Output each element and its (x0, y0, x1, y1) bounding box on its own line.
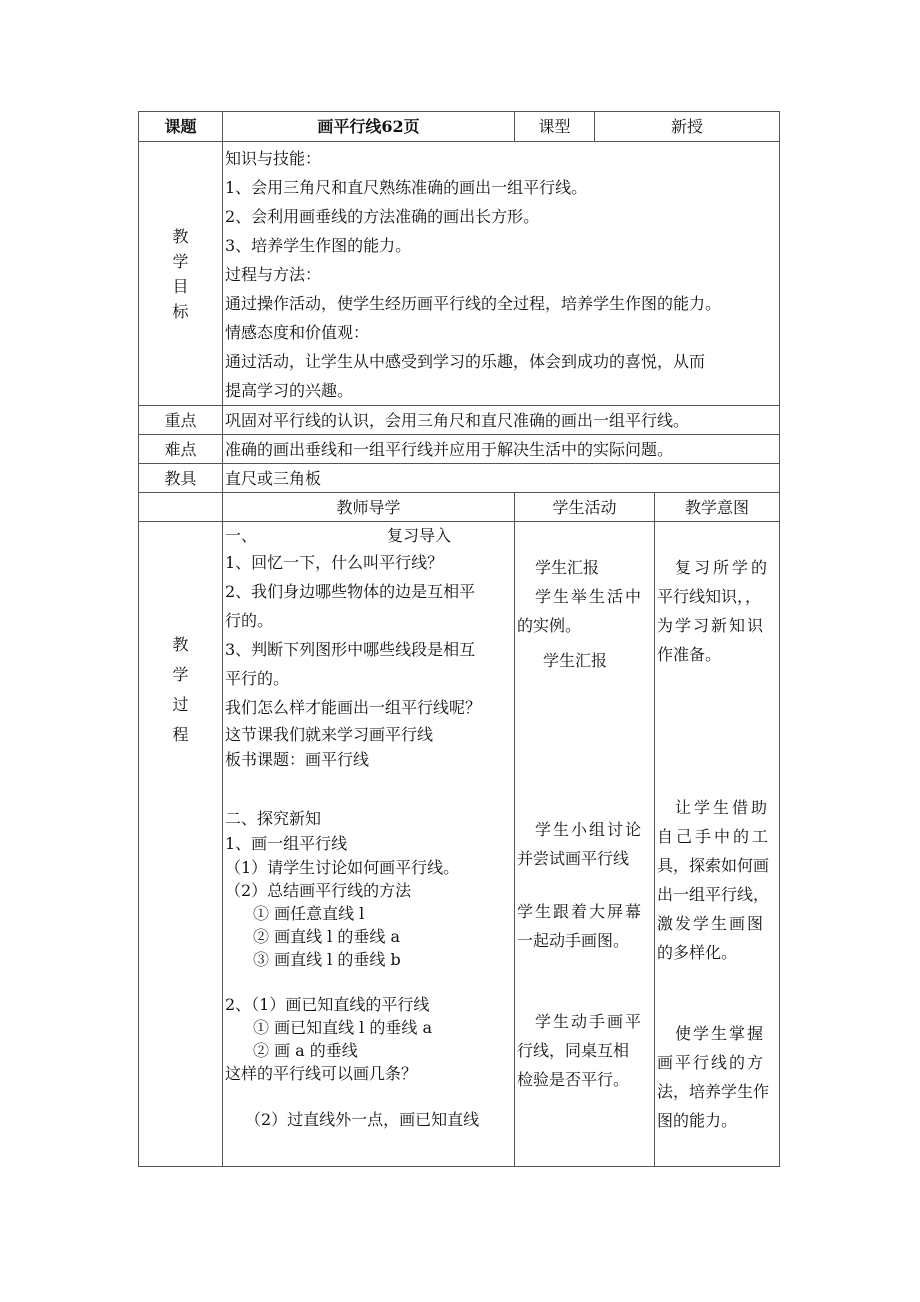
teacher-line: 这节课我们就来学习画平行线 (225, 725, 434, 744)
intent-line: 画平行线的方 (657, 1053, 766, 1072)
teacher-line: 行的。 (225, 611, 274, 630)
objectives-line: 3、培养学生作图的能力。 (225, 236, 412, 255)
student-line: 学生跟着大屏幕 (517, 902, 644, 921)
section1-number: 一、 (225, 526, 258, 545)
objectives-label-char: 目 (172, 276, 189, 296)
objectives-label-char: 教 (172, 226, 189, 246)
intent-line: 平行线知识，， (657, 587, 762, 606)
objectives-line: 提高学习的兴趣。 (225, 381, 354, 400)
process-label-char: 教 (172, 635, 189, 654)
student-line: 学生举生活中 (535, 587, 644, 606)
process-header-empty (139, 493, 223, 522)
teacher-line: 2、我们身边哪些物体的边是互相平 (225, 582, 476, 601)
section2-last: （2）过直线外一点，画已知直线 (245, 1110, 480, 1129)
student-line: 学生动手画平 (535, 1012, 644, 1031)
difficulty-label: 难点 (139, 435, 223, 464)
section2-step: ③ 画直线 l 的垂线 b (253, 950, 401, 969)
student-line: 行线，同桌互相 (517, 1041, 630, 1060)
key-point-label: 重点 (139, 406, 223, 435)
process-body-row (139, 522, 780, 1167)
key-point-value: 巩固对平行线的认识，会用三角尺和直尺准确的画出一组平行线。 (223, 406, 780, 435)
section2-item: （2）总结画平行线的方法 (225, 881, 412, 900)
topic-label: 课题 (139, 112, 223, 142)
column-header-intent: 教学意图 (655, 493, 780, 522)
objectives-label (139, 142, 223, 406)
intent-line: 作准备。 (657, 645, 722, 664)
difficulty-value: 准确的画出垂线和一组平行线并应用于解决生活中的实际问题。 (223, 435, 780, 464)
section2-heading: 二、探究新知 (225, 809, 322, 828)
type-label: 课型 (515, 112, 595, 142)
tools-row (139, 464, 780, 493)
key-point-row (139, 406, 780, 435)
student-line: 学生汇报 (543, 651, 608, 670)
section2-step: ② 画直线 l 的垂线 a (253, 927, 401, 946)
section2-sub2: 2、（1）画已知直线的平行线 (225, 995, 430, 1014)
intent-line: 使学生掌握 (675, 1024, 766, 1043)
student-line: 检验是否平行。 (517, 1070, 630, 1089)
intent-line: 复习所学的 (675, 558, 771, 577)
teacher-line: 板书课题：画平行线 (225, 750, 370, 769)
objectives-line: 1、会用三角尺和直尺熟练准确的画出一组平行线。 (225, 178, 588, 197)
intent-line: 的多样化。 (657, 943, 738, 962)
lesson-plan-table (138, 111, 780, 1167)
objectives-row (139, 142, 780, 406)
section2-item: （1）请学生讨论如何画平行线。 (225, 858, 460, 877)
intent-line: 具，探索如何画 (657, 856, 770, 875)
topic-value: 画平行线62页 (223, 112, 515, 142)
process-label-char: 过 (172, 695, 189, 714)
column-header-teacher: 教师导学 (223, 493, 515, 522)
objectives-line: 2、会利用画垂线的方法准确的画出长方形。 (225, 207, 540, 226)
teacher-line: 3、判断下列图形中哪些线段是相互 (225, 640, 476, 659)
column-header-student: 学生活动 (515, 493, 655, 522)
section2-question: 这样的平行线可以画几条？ (225, 1064, 418, 1083)
type-value: 新授 (595, 112, 780, 142)
section1-title: 复习导入 (387, 526, 452, 545)
student-line: 一起动手画图。 (517, 931, 630, 950)
intent-line: 法，培养学生作 (657, 1082, 770, 1101)
objectives-label-char: 学 (172, 251, 189, 271)
process-label-char: 学 (172, 665, 189, 684)
objectives-line: 过程与方法： (225, 265, 322, 284)
objectives-line: 通过活动，让学生从中感受到学习的乐趣，体会到成功的喜悦，从而 (225, 352, 706, 371)
section2-sub2-step: ① 画已知直线 l 的垂线 a (253, 1018, 433, 1037)
intent-line: 自己手中的工 (657, 827, 772, 846)
objectives-content (223, 142, 780, 406)
objectives-line: 通过操作活动，使学生经历画平行线的全过程，培养学生作图的能力。 (225, 294, 722, 313)
objectives-line: 情感态度和价值观： (225, 323, 370, 342)
student-line: 的实例。 (517, 616, 582, 635)
intent-line: 激发学生画图 (657, 914, 766, 933)
teacher-line: 1、回忆一下，什么叫平行线？ (225, 553, 444, 572)
tools-label: 教具 (139, 464, 223, 493)
student-activity (515, 522, 655, 1167)
intent-line: 让学生借助 (675, 798, 771, 817)
student-line: 并尝试画平行线 (517, 849, 630, 868)
section1-heading (225, 524, 512, 548)
intent-line: 图的能力。 (657, 1111, 738, 1130)
process-label (139, 522, 223, 1167)
intent-line: 出一组平行线， (657, 885, 770, 904)
section2-sub2-step: ② 画 a 的垂线 (253, 1041, 358, 1060)
teacher-guidance (223, 522, 515, 1167)
process-label-char: 程 (172, 725, 189, 744)
teacher-line: 我们怎么样才能画出一组平行线呢？ (225, 698, 482, 717)
section2-step: ① 画任意直线 l (253, 904, 365, 923)
intent-line: 为学习新知识 (657, 616, 766, 635)
student-line: 学生小组讨论 (535, 820, 644, 839)
section2-sub1: 1、画一组平行线 (225, 834, 348, 853)
teaching-intent (655, 522, 780, 1167)
student-line: 学生汇报 (535, 558, 600, 577)
objectives-line: 知识与技能： (225, 149, 322, 168)
teacher-line: 平行的。 (225, 669, 290, 688)
objectives-label-char: 标 (172, 301, 189, 321)
header-row (139, 112, 780, 142)
process-header-row (139, 493, 780, 522)
difficulty-row (139, 435, 780, 464)
tools-value: 直尺或三角板 (223, 464, 780, 493)
